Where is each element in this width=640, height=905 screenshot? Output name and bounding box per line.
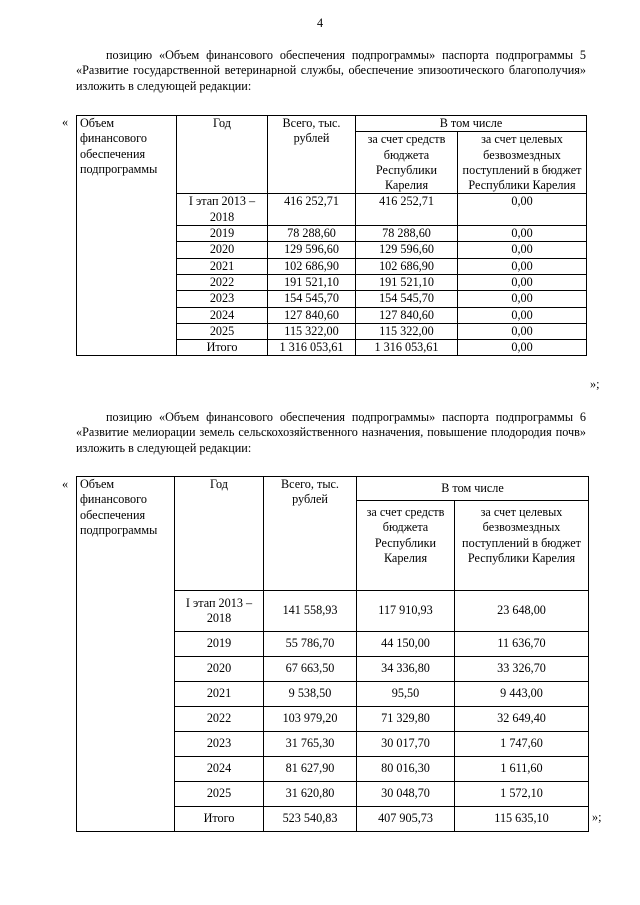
cell-budget: 95,50: [357, 682, 455, 707]
cell-grants: 0,00: [458, 274, 587, 290]
header-grants: за счет целевых безвозмездных поступлений в бюджет Республики Карелия: [455, 501, 589, 591]
cell-year: I этап 2013 – 2018: [175, 591, 264, 632]
cell-total: 67 663,50: [264, 657, 357, 682]
cell-budget: 34 336,80: [357, 657, 455, 682]
funding-table-subprogram-6: [76, 476, 589, 832]
cell-grants: 1 747,60: [455, 732, 589, 757]
header-including: В том числе: [357, 477, 589, 501]
cell-year: 2021: [175, 682, 264, 707]
cell-year: 2022: [175, 707, 264, 732]
open-quote: «: [62, 477, 69, 491]
cell-budget: 191 521,10: [356, 274, 458, 290]
cell-budget: 416 252,71: [356, 194, 458, 226]
cell-grants: 32 649,40: [455, 707, 589, 732]
cell-total: 115 322,00: [268, 323, 356, 339]
header-label: Объем финансового обеспечения подпрограммы: [77, 116, 177, 356]
cell-year: 2025: [175, 782, 264, 807]
cell-grants: 11 636,70: [455, 632, 589, 657]
cell-budget: 44 150,00: [357, 632, 455, 657]
cell-year: Итого: [177, 340, 268, 356]
cell-year: 2023: [177, 291, 268, 307]
cell-budget: 80 016,30: [357, 757, 455, 782]
cell-total: 416 252,71: [268, 194, 356, 226]
cell-total: 81 627,90: [264, 757, 357, 782]
cell-budget: 30 048,70: [357, 782, 455, 807]
cell-total: 191 521,10: [268, 274, 356, 290]
cell-total: 127 840,60: [268, 307, 356, 323]
cell-year: 2020: [177, 242, 268, 258]
cell-budget: 117 910,93: [357, 591, 455, 632]
cell-grants: 0,00: [458, 340, 587, 356]
header-total: Всего, тыс. рублей: [268, 116, 356, 194]
cell-total: 1 316 053,61: [268, 340, 356, 356]
header-year: Год: [175, 477, 264, 591]
close-quote: »;: [592, 810, 602, 824]
cell-grants: 33 326,70: [455, 657, 589, 682]
cell-grants: 0,00: [458, 323, 587, 339]
cell-grants: 9 443,00: [455, 682, 589, 707]
header-label: Объем финансового обеспечения подпрограммы: [77, 477, 175, 832]
cell-total: 9 538,50: [264, 682, 357, 707]
cell-year: 2019: [177, 226, 268, 242]
header-total: Всего, тыс. рублей: [264, 477, 357, 591]
cell-total: 55 786,70: [264, 632, 357, 657]
open-quote: «: [62, 115, 69, 129]
page-number: 4: [316, 16, 324, 30]
cell-budget: 1 316 053,61: [356, 340, 458, 356]
cell-grants: 0,00: [458, 226, 587, 242]
cell-year: Итого: [175, 807, 264, 832]
cell-grants: 0,00: [458, 307, 587, 323]
cell-total: 154 545,70: [268, 291, 356, 307]
cell-year: 2019: [175, 632, 264, 657]
cell-grants: 0,00: [458, 258, 587, 274]
cell-grants: 0,00: [458, 242, 587, 258]
paragraph-text: позицию «Объем финансового обеспечения подпрограммы» паспорта подпрограммы 5 «Развитие государственной ветеринарной службы, обеспечение эпизоотического благополучия» изложить в следующей редакции:: [76, 48, 586, 93]
cell-budget: 30 017,70: [357, 732, 455, 757]
cell-total: 129 596,60: [268, 242, 356, 258]
funding-table-subprogram-5: [76, 115, 587, 356]
header-budget: за счет средств бюджета Республики Карелия: [357, 501, 455, 591]
header-including: В том числе: [356, 116, 587, 132]
cell-budget: 129 596,60: [356, 242, 458, 258]
cell-year: 2022: [177, 274, 268, 290]
cell-grants: 115 635,10: [455, 807, 589, 832]
header-year: Год: [177, 116, 268, 194]
cell-grants: 0,00: [458, 291, 587, 307]
cell-year: 2025: [177, 323, 268, 339]
cell-budget: 71 329,80: [357, 707, 455, 732]
cell-budget: 127 840,60: [356, 307, 458, 323]
cell-total: 78 288,60: [268, 226, 356, 242]
cell-year: 2024: [175, 757, 264, 782]
cell-total: 31 620,80: [264, 782, 357, 807]
cell-year: 2023: [175, 732, 264, 757]
paragraph-subprogram-5: [76, 48, 586, 94]
cell-budget: 78 288,60: [356, 226, 458, 242]
cell-total: 103 979,20: [264, 707, 357, 732]
cell-budget: 115 322,00: [356, 323, 458, 339]
paragraph-text: позицию «Объем финансового обеспечения подпрограммы» паспорта подпрограммы 6 «Развитие мелиорации земель сельскохозяйственного назначения, повышение плодородия почв» изложить в следующей редакции:: [76, 410, 586, 455]
cell-total: 102 686,90: [268, 258, 356, 274]
cell-grants: 0,00: [458, 194, 587, 226]
cell-year: 2021: [177, 258, 268, 274]
cell-grants: 23 648,00: [455, 591, 589, 632]
header-grants: за счет целевых безвозмездных поступлений в бюджет Республики Карелия: [458, 132, 587, 194]
cell-year: 2020: [175, 657, 264, 682]
cell-year: I этап 2013 – 2018: [177, 194, 268, 226]
cell-total: 141 558,93: [264, 591, 357, 632]
cell-total: 523 540,83: [264, 807, 357, 832]
cell-grants: 1 611,60: [455, 757, 589, 782]
paragraph-subprogram-6: [76, 410, 586, 456]
cell-total: 31 765,30: [264, 732, 357, 757]
cell-year: 2024: [177, 307, 268, 323]
header-budget: за счет средств бюджета Республики Карелия: [356, 132, 458, 194]
cell-budget: 102 686,90: [356, 258, 458, 274]
cell-budget: 154 545,70: [356, 291, 458, 307]
cell-grants: 1 572,10: [455, 782, 589, 807]
close-quote: »;: [590, 377, 600, 391]
cell-budget: 407 905,73: [357, 807, 455, 832]
